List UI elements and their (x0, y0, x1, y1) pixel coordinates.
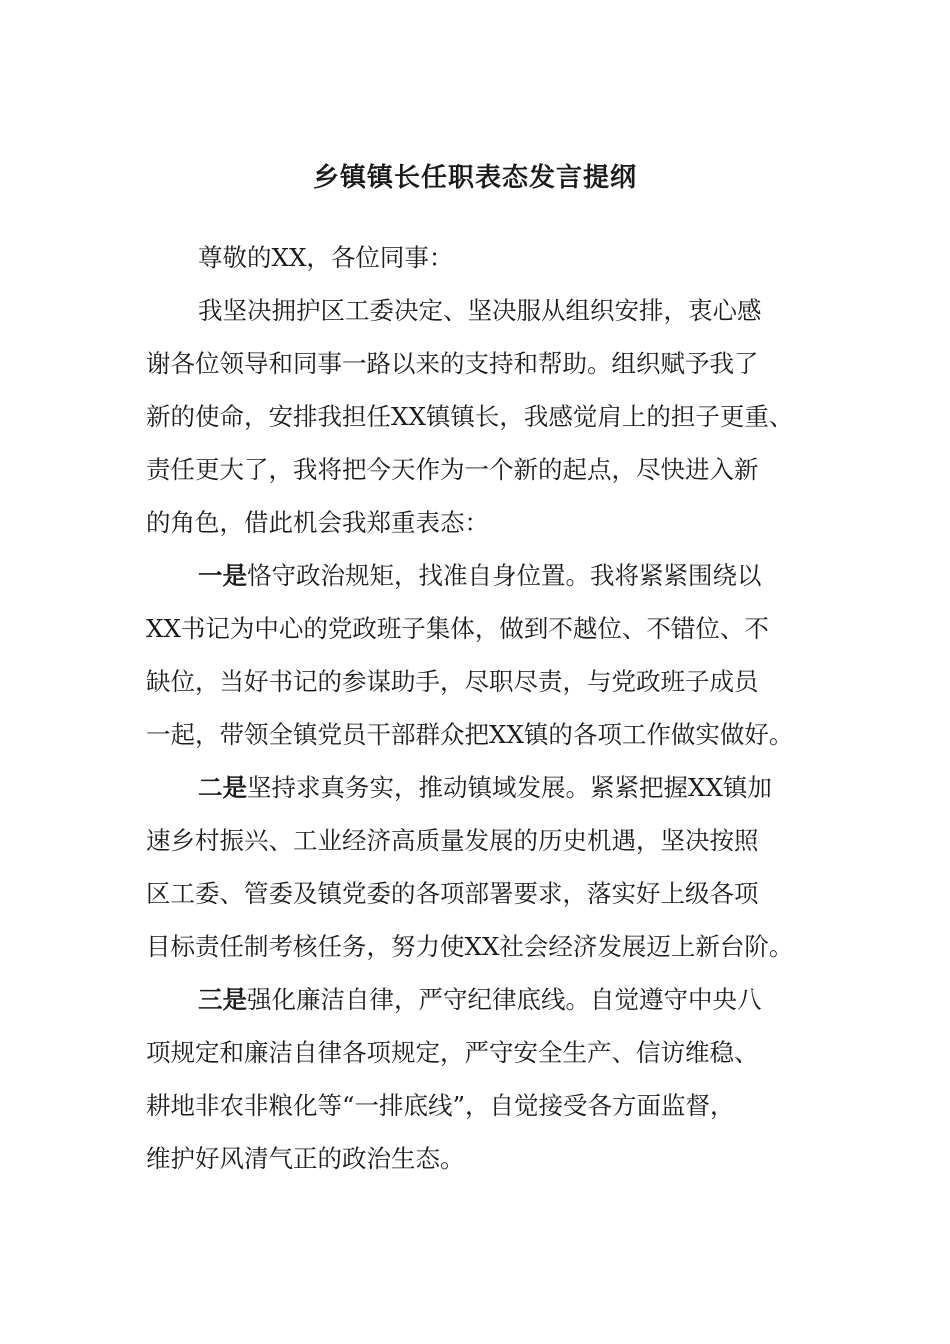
intro-line: 责任更大了，我将把今天作为一个新的起点，尽快进入新 (146, 455, 759, 484)
point-3-line: 耕地非农非粮化等“一排底线”，自觉接受各方面监督， (146, 1091, 735, 1120)
point-1-text: 恪守政治规矩，找准自身位置。我将紧紧围绕以 (247, 561, 762, 590)
point-2-first-line (146, 761, 814, 814)
point-3-text: 强化廉洁自律，严守纪律底线。自觉遵守中央八 (247, 985, 762, 1014)
point-1-first-line (146, 549, 814, 602)
greeting: 尊敬的XX，各位同事： (198, 243, 454, 272)
point-2-text: 坚持求真务实，推动镇域发展。紧紧把握XX镇加 (247, 773, 772, 802)
document-body (146, 231, 814, 1185)
intro-line: 新的使命，安排我担任XX镇镇长，我感觉肩上的担子更重、 (146, 402, 794, 431)
point-2-lead: 二是 (198, 773, 247, 802)
point-1-line: 缺位，当好书记的参谋助手，尽职尽责，与党政班子成员 (146, 667, 759, 696)
point-2-line: 目标责任制考核任务，努力使XX社会经济发展迈上新台阶。 (146, 932, 794, 961)
point-1-line: XX书记为中心的党政班子集体，做到不越位、不错位、不 (146, 614, 769, 643)
intro-line: 谢各位领导和同事一路以来的支持和帮助。组织赋予我了 (146, 349, 759, 378)
point-3-lead: 三是 (198, 985, 247, 1014)
point-2-line: 速乡村振兴、工业经济高质量发展的历史机遇，坚决按照 (146, 826, 759, 855)
point-2-line: 区工委、管委及镇党委的各项部署要求，落实好上级各项 (146, 879, 759, 908)
point-3-line: 项规定和廉洁自律各项规定，严守安全生产、信访维稳、 (146, 1038, 759, 1067)
point-3-first-line (146, 973, 814, 1026)
point-1-lead: 一是 (198, 561, 247, 590)
intro-line: 我坚决拥护区工委决定、坚决服从组织安排，衷心感 (198, 296, 762, 325)
intro-line: 的角色，借此机会我郑重表态： (146, 508, 489, 537)
point-3-line: 维护好风清气正的政治生态。 (146, 1144, 465, 1173)
point-1-line: 一起，带领全镇党员干部群众把XX镇的各项工作做实做好。 (146, 720, 794, 749)
document-title: 乡镇镇长任职表态发言提纲 (312, 163, 637, 193)
